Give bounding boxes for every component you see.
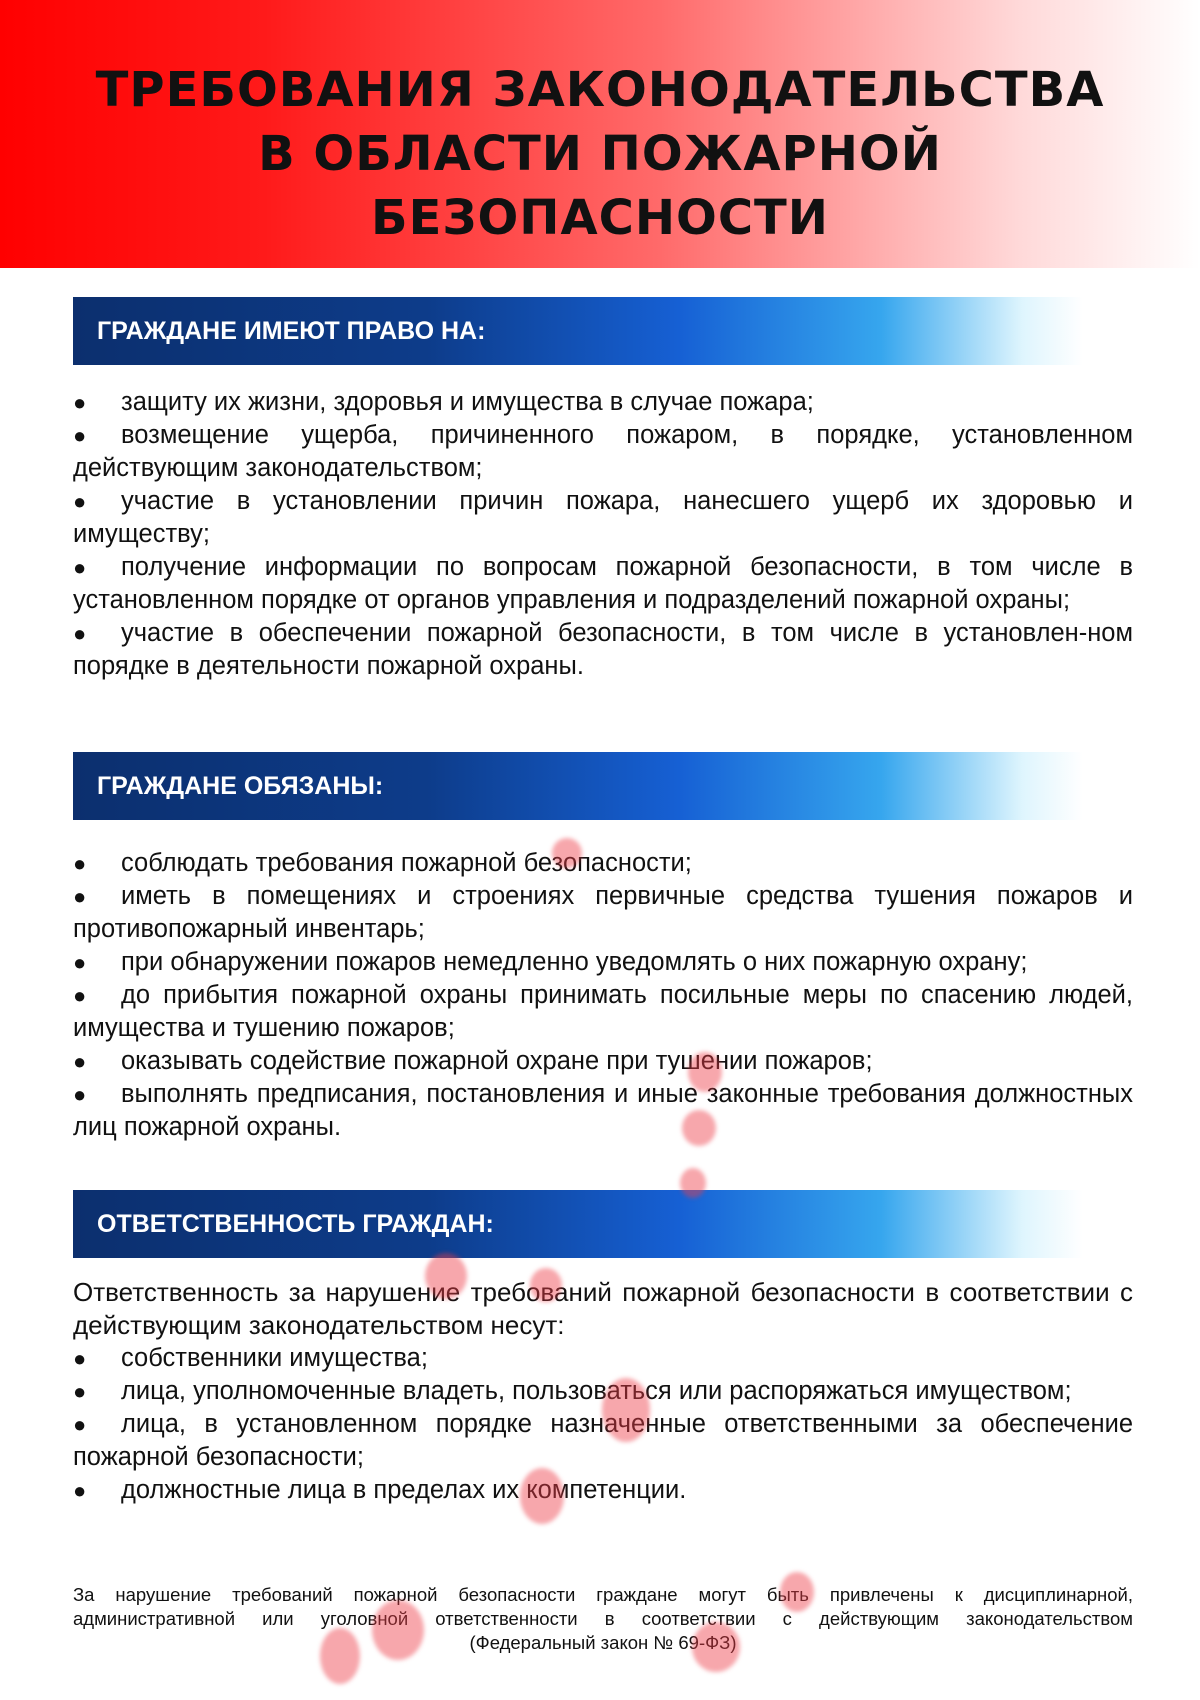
section-heading-responsibility: ОТВЕТСТВЕННОСТЬ ГРАЖДАН: (73, 1190, 1083, 1258)
bullet-icon: ● (73, 983, 87, 1008)
list-item: ● выполнять предписания, постановления и иные законные требования должностных лиц пожарной охраны. (73, 1080, 1133, 1141)
list-item: ● получение информации по вопросам пожарной безопасности, в том числе в установленном порядке от органов управления и подразделений пожарной охраны; (73, 553, 1133, 614)
bullet-icon: ● (73, 884, 87, 909)
bullet-icon: ● (73, 851, 87, 876)
bullet-icon: ● (73, 1478, 87, 1503)
bullet-icon: ● (73, 950, 87, 975)
list-item: ● лица, в установленном порядке назначенные ответственными за обеспечение пожарной безопасности; (73, 1410, 1133, 1471)
bullet-icon: ● (73, 1379, 87, 1404)
section-responsibility-list (73, 1276, 1133, 1507)
title-line-2: В ОБЛАСТИ ПОЖАРНОЙ (258, 126, 942, 182)
bullet-icon: ● (73, 1412, 87, 1437)
list-item: ● соблюдать требования пожарной безопасности; (73, 847, 1133, 880)
bullet-icon: ● (73, 555, 87, 580)
bullet-icon: ● (73, 621, 87, 646)
list-item: ● должностные лица в пределах их компетенции. (73, 1474, 1133, 1507)
list-item: ● защиту их жизни, здоровья и имущества в случае пожара; (73, 386, 1133, 419)
bullet-icon: ● (73, 1049, 87, 1074)
bullet-icon: ● (73, 1346, 87, 1371)
section-duties-list (73, 847, 1133, 1144)
list-item: ● собственники имущества; (73, 1342, 1133, 1375)
list-item: ● участие в обеспечении пожарной безопасности, в том числе в установлен-ном порядке в деятельности пожарной охраны. (73, 619, 1133, 680)
footer-note (73, 1583, 1133, 1655)
list-item: ● участие в установлении причин пожара, нанесшего ущерб их здоровью и имуществу; (73, 487, 1133, 548)
footer-line-1: За нарушение требований пожарной безопасности граждане могут быть привлечены к дисциплинарной, (73, 1584, 1133, 1605)
bullet-icon: ● (73, 423, 87, 448)
header-banner (0, 0, 1200, 268)
bullet-icon: ● (73, 1082, 87, 1107)
section-heading-duties: ГРАЖДАНЕ ОБЯЗАНЫ: (73, 752, 1083, 820)
list-item: ● до прибытия пожарной охраны принимать посильные меры по спасению людей, имущества и тушению пожаров; (73, 981, 1133, 1042)
title-line-1: ТРЕБОВАНИЯ ЗАКОНОДАТЕЛЬСТВА (95, 62, 1105, 118)
list-item: ● при обнаружении пожаров немедленно уведомлять о них пожарную охрану; (73, 946, 1133, 979)
bullet-icon: ● (73, 489, 87, 514)
responsibility-intro: Ответственность за нарушение требований пожарной безопасности в соответствии с действующим законодательством несут: (73, 1277, 1133, 1340)
list-item: ● оказывать содействие пожарной охране при тушении пожаров; (73, 1045, 1133, 1078)
section-heading-rights: ГРАЖДАНЕ ИМЕЮТ ПРАВО НА: (73, 297, 1083, 365)
footer-law-reference: (Федеральный закон № 69-ФЗ) (469, 1632, 737, 1653)
bullet-icon: ● (73, 390, 87, 415)
title-line-3: БЕЗОПАСНОСТИ (371, 190, 829, 246)
page-title (0, 58, 1200, 250)
list-item: ● иметь в помещениях и строениях первичные средства тушения пожаров и противопожарный инвентарь; (73, 882, 1133, 943)
footer-line-2: административной или уголовной ответственности в соответствии с действующим законодательством (73, 1608, 1133, 1629)
section-rights-list (73, 386, 1133, 683)
list-item: ● лица, уполномоченные владеть, пользоваться или распоряжаться имуществом; (73, 1375, 1133, 1408)
list-item: ● возмещение ущерба, причиненного пожаром, в порядке, установленном действующим законодательством; (73, 421, 1133, 482)
